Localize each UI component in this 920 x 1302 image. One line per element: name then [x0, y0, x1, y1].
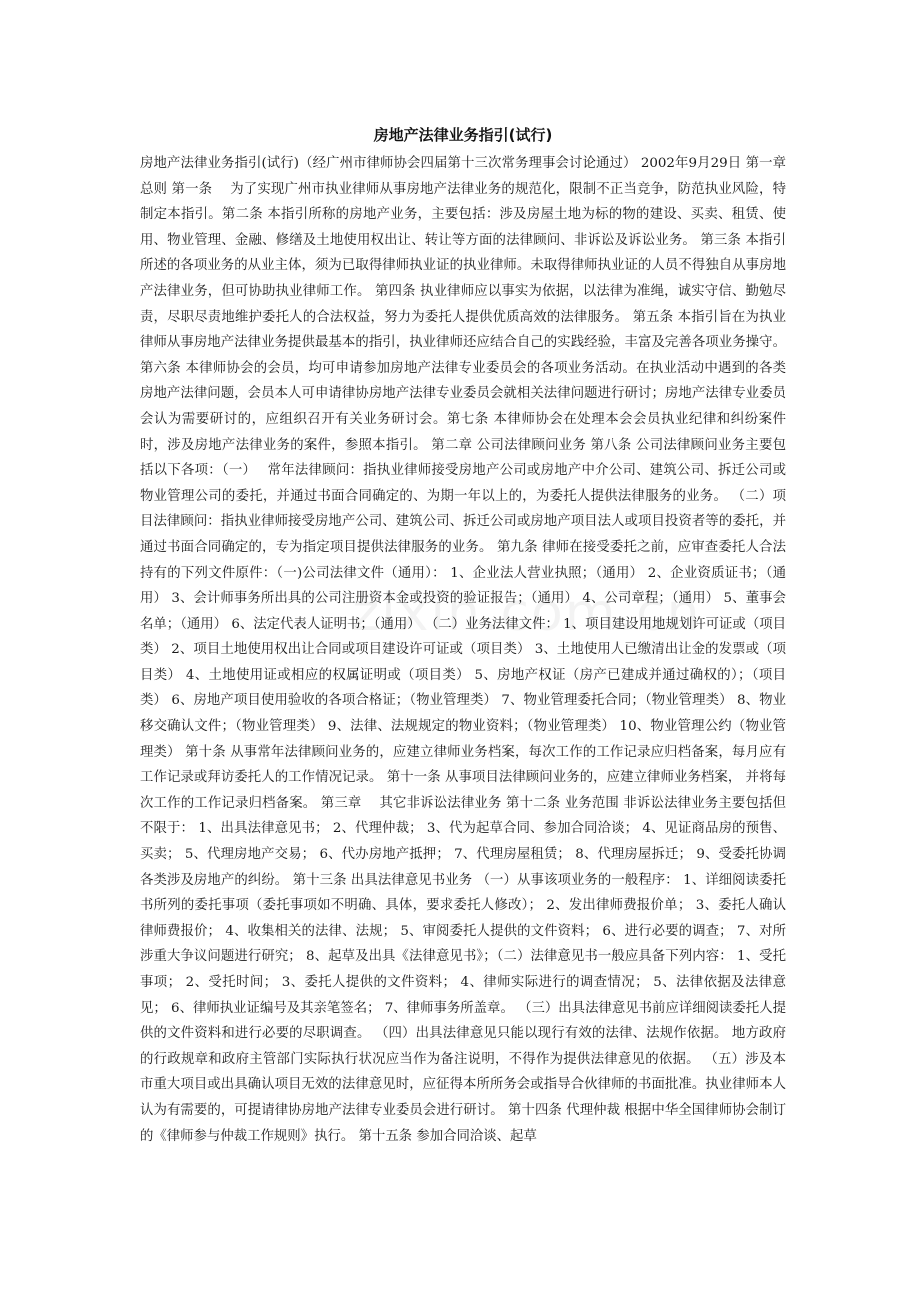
document-page: [140, 0, 804, 1149]
document-title: 房地产法律业务指引(试行): [373, 126, 553, 144]
document-body: 房地产法律业务指引(试行)（经广州市律师协会四届第十三次常务理事会讨论通过） 2002年9月29日 第一章 总则 第一条 为了实现广州市执业律师从事房地产法律业务的规范化，限制不正当竞争，防范执业风险，特制定本指引。第二条 本指引所称的房地产业务，主要包括：涉及房屋土地为标的物的建设、买卖、租赁、使用、物业管理、金融、修缮及土地使用权出让、转让等方面的法律顾问、非诉讼及诉讼业务。 第三条 本指引所述的各项业务的从业主体，须为已取得律师执业证的执业律师。未取得律师执业证的人员不得独自从事房地产法律业务，但可协助执业律师工作。 第四条 执业律师应以事实为依据，以法律为准绳，诚实守信、勤勉尽责，尽职尽责地维护委托人的合法权益，努力为委托人提供优质高效的法律服务。 第五条 本指引旨在为执业律师从事房地产法律业务提供最基本的指引，执业律师还应结合自己的实践经验，丰富及完善各项业务操守。第六条 本律师协会的会员，均可申请参加房地产法律专业委员会的各项业务活动。在执业活动中遇到的各类房地产法律问题，会员本人可申请律协房地产法律专业委员会就相关法律问题进行研讨；房地产法律专业委员会认为需要研讨的，应组织召开有关业务研讨会。第七条 本律师协会在处理本会会员执业纪律和纠纷案件时，涉及房地产法律业务的案件，参照本指引。 第二章 公司法律顾问业务 第八条 公司法律顾问业务主要包括以下各项：（一） 常年法律顾问：指执业律师接受房地产公司或房地产中介公司、建筑公司、拆迁公司或物业管理公司的委托，并通过书面合同确定的、为期一年以上的，为委托人提供法律服务的业务。 （二）项目法律顾问：指执业律师接受房地产公司、建筑公司、拆迁公司或房地产项目法人或项目投资者等的委托，并通过书面合同确定的，专为指定项目提供法律服务的业务。 第九条 律师在接受委托之前，应审查委托人合法持有的下列文件原件：（一)公司法律文件（通用）： 1、企业法人营业执照；（通用） 2、企业资质证书；（通用） 3、会计师事务所出具的公司注册资本金或投资的验证报告；（通用） 4、公司章程；（通用） 5、董事会名单；（通用） 6、法定代表人证明书；（通用） （二）业务法律文件： 1、项目建设用地规划许可证或（项目类） 2、项目土地使用权出让合同或项目建设许可证或（项目类） 3、土地使用人已缴清出让金的发票或（项目类） 4、土地使用证或相应的权属证明或（项目类） 5、房地产权证（房产已建成并通过确权的）；（项目类） 6、房地产项目使用验收的各项合格证；（物业管理类） 7、物业管理委托合同；（物业管理类） 8、物业移交确认文件；（物业管理类） 9、法律、法规规定的物业资料；（物业管理类） 10、物业管理公约（物业管理类） 第十条 从事常年法律顾问业务的，应建立律师业务档案，每次工作的工作记录应归档备案，每月应有工作记录或拜访委托人的工作情况记录。 第十一条 从事项目法律顾问业务的，应建立律师业务档案， 并将每次工作的工作记录归档备案。 第三章 其它非诉讼法律业务 第十二条 业务范围 非诉讼法律业务主要包括但不限于： 1、出具法律意见书； 2、代理仲裁； 3、代为起草合同、参加合同洽谈； 4、见证商品房的预售、买卖； 5、代理房地产交易； 6、代办房地产抵押； 7、代理房屋租赁； 8、代理房屋拆迁； 9、受委托协调各类涉及房地产的纠纷。 第十三条 出具法律意见书业务 （一）从事该项业务的一般程序： 1、详细阅读委托书所列的委托事项（委托事项如不明确、具体，要求委托人修改）； 2、发出律师费报价单； 3、委托人确认律师费报价； 4、收集相关的法律、法规； 5、审阅委托人提供的文件资料； 6、进行必要的调查； 7、对所涉重大争议问题进行研究； 8、起草及出具《法律意见书》；（二）法律意见书一般应具备下列内容： 1、受托事项； 2、受托时间； 3、委托人提供的文件资料； 4、律师实际进行的调查情况； 5、法律依据及法律意见； 6、律师执业证编号及其亲笔签名； 7、律师事务所盖章。 （三）出具法律意见书前应详细阅读委托人提供的文件资料和进行必要的尽职调查。 （四）出具法律意见只能以现行有效的法律、法规作依据。 地方政府的行政规章和政府主管部门实际执行状况应当作为备注说明，不得作为提供法律意见的依据。 （五）涉及本市重大项目或出具确认项目无效的法律意见时，应征得本所所务会或指导合伙律师的书面批准。执业律师本人认为有需要的，可提请律协房地产法律专业委员会进行研讨。 第十四条 代理仲裁 根据中华全国律师协会制订的《律师参与仲裁工作规则》执行。 第十五条 参加合同洽谈、起草: [140, 156, 804, 1144]
